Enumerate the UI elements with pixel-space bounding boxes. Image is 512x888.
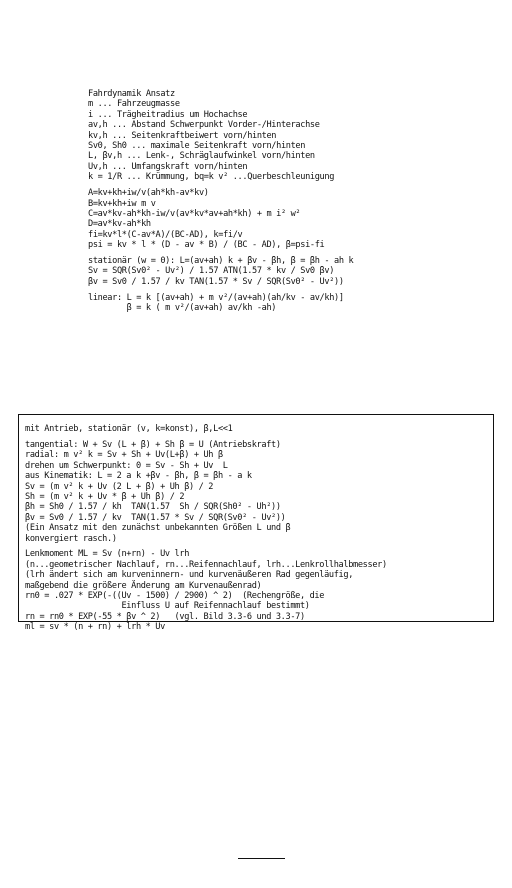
drive-line: ml = sv * (n + rn) + lrh * Uv xyxy=(25,622,165,633)
drive-line: mit Antrieb, stationär (v, k=konst), β,L<<1 xyxy=(25,424,233,434)
drive-line: Lenkmoment ML = Sv (n+rn) - Uv lrh xyxy=(25,549,190,560)
footer-rule xyxy=(238,858,285,859)
approach-line: A=kv+kh+iw/v(ah*kh-av*kv) xyxy=(88,188,209,199)
drive-line: Einfluss U auf Reifennachlauf bestimmt) xyxy=(25,601,310,612)
approach-line: m ... Fahrzeugmasse xyxy=(88,99,180,110)
drive-line: tangential: W + Sv (L + β) + Sh β = U (Antriebskraft) xyxy=(25,439,281,450)
drive-line: (n...geometrischer Nachlauf, rn...Reifennachlauf, lrh...Lenkrollhalbmesser) xyxy=(25,559,387,570)
drive-line: drehen um Schwerpunkt: 0 = Sv - Sh + Uv L xyxy=(25,460,228,471)
approach-line: stationär (w = 0): L=(av+ah) k + βv - βh, β = βh - ah k xyxy=(88,256,354,267)
drive-line: Sv = (m v² k + Uv (2 L + β) + Uh β) / 2 xyxy=(25,481,214,492)
drive-line: Sh = (m v² k + Uv * β + Uh β) / 2 xyxy=(25,491,185,502)
drive-line: (Ein Ansatz mit den zunächst unbekannten Größen L und β xyxy=(25,523,291,534)
approach-line: β = k ( m v²/(av+ah) av/kh -ah) xyxy=(88,303,277,314)
drive-line: rn0 = .027 * EXP(-((Uv - 1500) / 2900) ^ 2) (Rechengröße, die xyxy=(25,591,325,602)
approach-line: βv = Sv0 / 1.57 / kv TAN(1.57 * Sv / SQR(Sv0² - Uv²)) xyxy=(88,276,344,287)
approach-line: i ... Trägheitradius um Hochachse xyxy=(88,109,248,120)
approach-line: L, βv,h ... Lenk-, Schräglaufwinkel vorn/hinten xyxy=(88,151,315,162)
approach-line: linear: L = k [(av+ah) + m v²/(av+ah)(ah/kv - av/kh)] xyxy=(88,292,344,303)
drive-line: βv = Sv0 / 1.57 / kv TAN(1.57 * Sv / SQR(Sv0² - Uv²)) xyxy=(25,512,286,523)
approach-line: kv,h ... Seitenkraftbeiwert vorn/hinten xyxy=(88,130,277,141)
approach-line: fi=kv*l*(C-av*A)/(BC-AD), k=fi/v xyxy=(88,229,243,240)
drive-line: maßgebend die größere Änderung am Kurvenaußenrad) xyxy=(25,580,262,591)
approach-line: Uv,h ... Umfangskraft vorn/hinten xyxy=(88,161,248,172)
drive-line: βh = Sh0 / 1.57 / kh TAN(1.57 Sh / SQR(Sh0² - Uh²)) xyxy=(25,502,281,513)
approach-line: Fahrdynamik Ansatz xyxy=(88,89,175,99)
drive-line: rn = rn0 * EXP(-55 * βv ^ 2) (vgl. Bild 3.3-6 und 3.3-7) xyxy=(25,611,305,622)
approach-line: Sv0, Sh0 ... maximale Seitenkraft vorn/hinten xyxy=(88,140,306,151)
approach-line: D=av*kv-ah*kh xyxy=(88,219,151,230)
approach-line: B=kv+kh+iw m v xyxy=(88,198,156,209)
drive-line: (lrh ändert sich am kurveninnern- und kurvenäußeren Rad gegenläufig, xyxy=(25,570,354,581)
approach-line: Sv = SQR(Sv0² - Uv²) / 1.57 ATN(1.57 * kv / Sv0 βv) xyxy=(88,266,335,277)
drive-line: aus Kinematik: L = 2 a k +βv - βh, β = βh - a k xyxy=(25,471,252,482)
approach-line: psi = kv * l * (D - av * B) / (BC - AD), β=psi-fi xyxy=(88,240,325,251)
approach-line: k = 1/R ... Krümmung, bq=k v² ...Querbeschleunigung xyxy=(88,172,335,183)
vehicle-dynamics-approach-text xyxy=(88,89,410,314)
drive-line: konvergiert rasch.) xyxy=(25,533,117,544)
drive-line: radial: m v² k = Sv + Sh + Uv(L+β) + Uh β xyxy=(25,450,223,461)
approach-line: av,h ... Abstand Schwerpunkt Vorder-/Hinterachse xyxy=(88,120,320,131)
drive-steady-state-text-box xyxy=(18,414,494,633)
approach-line: C=av*kv-ah*kh-iw/v(av*kv*av+ah*kh) + m i² w² xyxy=(88,208,301,219)
